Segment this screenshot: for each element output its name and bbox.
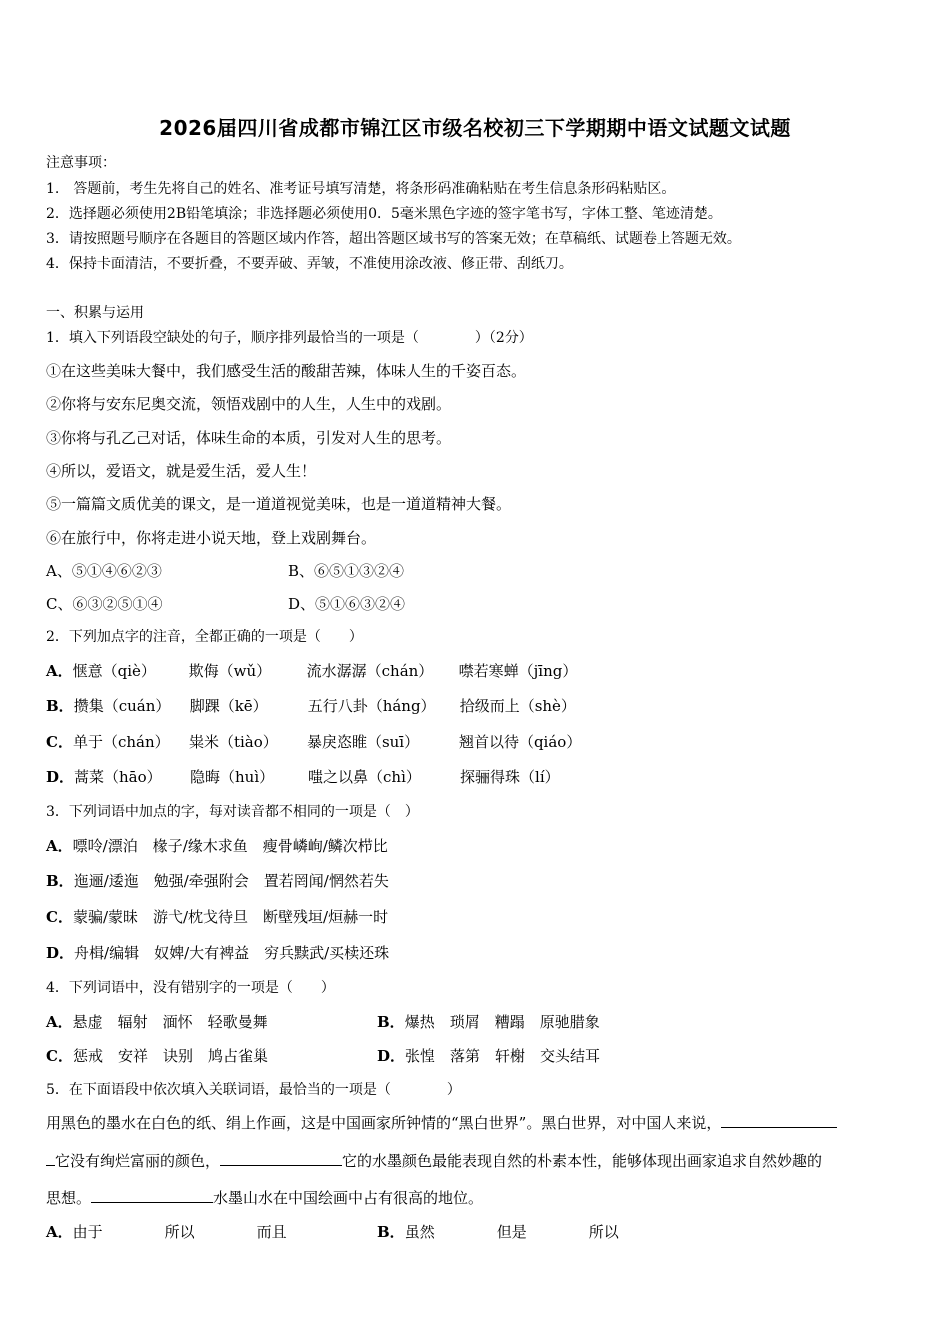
fill-blank-continued — [46, 1151, 55, 1166]
q3-option-b — [46, 870, 389, 891]
option-text: 舟楫/编辑 奴婢/大有裨益 穷兵黩武/买椟还珠 — [74, 944, 390, 962]
q2-option-c — [46, 731, 581, 752]
option-letter: C． — [46, 908, 73, 926]
paragraph-text: 它没有绚烂富丽的颜色， — [55, 1152, 221, 1170]
q2-option-b — [46, 695, 576, 716]
q4-option-c — [46, 1045, 268, 1066]
section-heading: 一、积累与运用 — [46, 305, 144, 321]
q1-stem: 1．填入下列语段空缺处的句子，顺序排列最恰当的一项是（ ）（2分） — [46, 330, 533, 346]
notice-item: 4．保持卡面清洁，不要折叠，不要弄破、弄皱，不准使用涂改液、修正带、刮纸刀。 — [46, 256, 573, 272]
option-word: 由于 — [72, 1223, 103, 1241]
option-letter: D． — [46, 944, 75, 962]
option-letter: A． — [46, 662, 73, 680]
q5-paragraph-line — [46, 1112, 837, 1133]
option-word: 所以 — [588, 1223, 619, 1241]
q1-sentence: ⑤一篇篇文质优美的课文，是一道道视觉美味，也是一道道精神大餐。 — [46, 495, 512, 513]
option-item: 单于（chán） — [72, 733, 170, 751]
q5-stem: 5．在下面语段中依次填入关联词语，最恰当的一项是（ ） — [46, 1082, 461, 1098]
option-letter: D． — [377, 1047, 406, 1065]
option-text: 嘌呤/漂泊 椽子/缘木求鱼 瘦骨嶙峋/鳞次栉比 — [72, 837, 388, 855]
fill-blank[interactable] — [721, 1113, 837, 1128]
option-item: 流水潺潺（chán） — [306, 662, 434, 680]
q3-option-c — [46, 906, 388, 927]
option-letter: B． — [377, 1223, 405, 1241]
option-item: 探骊得珠（lí） — [460, 768, 560, 786]
option-item: 嗤之以鼻（chì） — [308, 768, 421, 786]
option-text: 惩戒 安祥 诀别 鸠占雀巢 — [72, 1047, 268, 1065]
q5-paragraph-line — [46, 1187, 483, 1208]
q3-option-a — [46, 835, 388, 856]
option-word: 而且 — [256, 1223, 287, 1241]
q1-option-c: C、⑥③②⑤①④ — [46, 595, 163, 613]
option-item: 五行八卦（háng） — [307, 697, 436, 715]
option-text: 张惶 落第 轩榭 交头结耳 — [405, 1047, 601, 1065]
notice-item: 1. 答题前，考生先将自己的姓名、准考证号填写清楚，将条形码准确粘贴在考生信息条形码粘贴区。 — [46, 181, 676, 197]
q5-paragraph-line — [46, 1150, 822, 1171]
option-text: 蒙骗/蒙昧 游弋/枕戈待旦 断壁残垣/烜赫一时 — [72, 908, 389, 926]
paragraph-text: 用黑色的墨水在白色的纸、绢上作画，这是中国画家所钟情的“黑白世界”。黑白世界，对中国人来说， — [46, 1114, 722, 1132]
option-text: 迤逦/逶迤 勉强/牵强附会 置若罔闻/惘然若失 — [73, 872, 389, 890]
option-item: 翘首以待（qiáo） — [458, 733, 582, 751]
q4-stem: 4．下列词语中，没有错别字的一项是（ ） — [46, 980, 335, 996]
option-letter: A． — [46, 837, 73, 855]
option-letter: A． — [46, 1223, 73, 1241]
option-word: 但是 — [496, 1223, 527, 1241]
q1-sentence: ②你将与安东尼奥交流，领悟戏剧中的人生，人生中的戏剧。 — [46, 395, 452, 413]
option-item: 欺侮（wǔ） — [188, 662, 272, 680]
q5-option-a — [46, 1221, 287, 1242]
option-item: 攒集（cuán） — [73, 697, 171, 715]
exam-title: 2026届四川省成都市锦江区市级名校初三下学期期中语文试题文试题 — [159, 116, 791, 140]
q1-sentence: ⑥在旅行中，你将走进小说天地，登上戏剧舞台。 — [46, 529, 377, 547]
q4-option-d — [377, 1045, 600, 1066]
option-item: 噤若寒蝉（jīng） — [458, 662, 578, 680]
option-letter: C． — [46, 1047, 73, 1065]
fill-blank[interactable] — [220, 1151, 342, 1166]
option-letter: A． — [46, 1013, 73, 1031]
q1-option-a: A、⑤①④⑥②③ — [46, 562, 162, 580]
q1-sentence: ③你将与孔乙己对话，体味生命的本质，引发对人生的思考。 — [46, 429, 452, 447]
q1-option-b: B、⑥⑤①③②④ — [288, 562, 405, 580]
option-item: 蒿菜（hāo） — [74, 768, 162, 786]
option-word: 虽然 — [404, 1223, 435, 1241]
q1-option-d: D、⑤①⑥③②④ — [288, 595, 406, 613]
fill-blank[interactable] — [91, 1188, 213, 1203]
q1-sentence: ④所以，爱语文，就是爱生活，爱人生！ — [46, 462, 317, 480]
q1-sentence: ①在这些美味大餐中，我们感受生活的酸甜苦辣，体味人生的千姿百态。 — [46, 362, 527, 380]
option-text: 悬虚 辐射 湎怀 轻歌曼舞 — [72, 1013, 268, 1031]
option-item: 隐晦（huì） — [190, 768, 275, 786]
q4-option-b — [377, 1011, 600, 1032]
paragraph-text: 它的水墨颜色最能表现自然的朴素本性，能够体现出画家追求自然妙趣的 — [342, 1152, 823, 1170]
q3-stem: 3．下列词语中加点的字，每对读音都不相同的一项是（ ） — [46, 804, 419, 820]
option-letter: D． — [46, 768, 75, 786]
option-letter: B． — [377, 1013, 405, 1031]
q2-option-d — [46, 766, 560, 787]
option-letter: B． — [46, 697, 74, 715]
option-item: 惬意（qiè） — [72, 662, 156, 680]
option-text: 爆热 琐屑 糟蹋 原驰腊象 — [404, 1013, 600, 1031]
option-letter: C． — [46, 733, 73, 751]
option-item: 暴戾恣睢（suī） — [306, 733, 420, 751]
paragraph-text: 思想。 — [46, 1189, 92, 1207]
option-letter: B． — [46, 872, 74, 890]
q2-option-a — [46, 660, 577, 681]
option-word: 所以 — [164, 1223, 195, 1241]
q3-option-d — [46, 942, 389, 963]
q2-stem: 2．下列加点字的注音，全都正确的一项是（ ） — [46, 629, 363, 645]
option-item: 粜米（tiào） — [188, 733, 278, 751]
q4-option-a — [46, 1011, 268, 1032]
notice-heading: 注意事项： — [46, 155, 116, 171]
option-item: 脚踝（kē） — [189, 697, 268, 715]
notice-item: 2．选择题必须使用2B铅笔填涂；非选择题必须使用0．5毫米黑色字迹的签字笔书写，字体工整、笔迹清楚。 — [46, 206, 722, 222]
notice-item: 3．请按照题号顺序在各题目的答题区域内作答，超出答题区域书写的答案无效；在草稿纸、试题卷上答题无效。 — [46, 231, 741, 247]
q5-option-b — [377, 1221, 619, 1242]
option-item: 拾级而上（shè） — [459, 697, 576, 715]
paragraph-text: 水墨山水在中国绘画中占有很高的地位。 — [213, 1189, 484, 1207]
